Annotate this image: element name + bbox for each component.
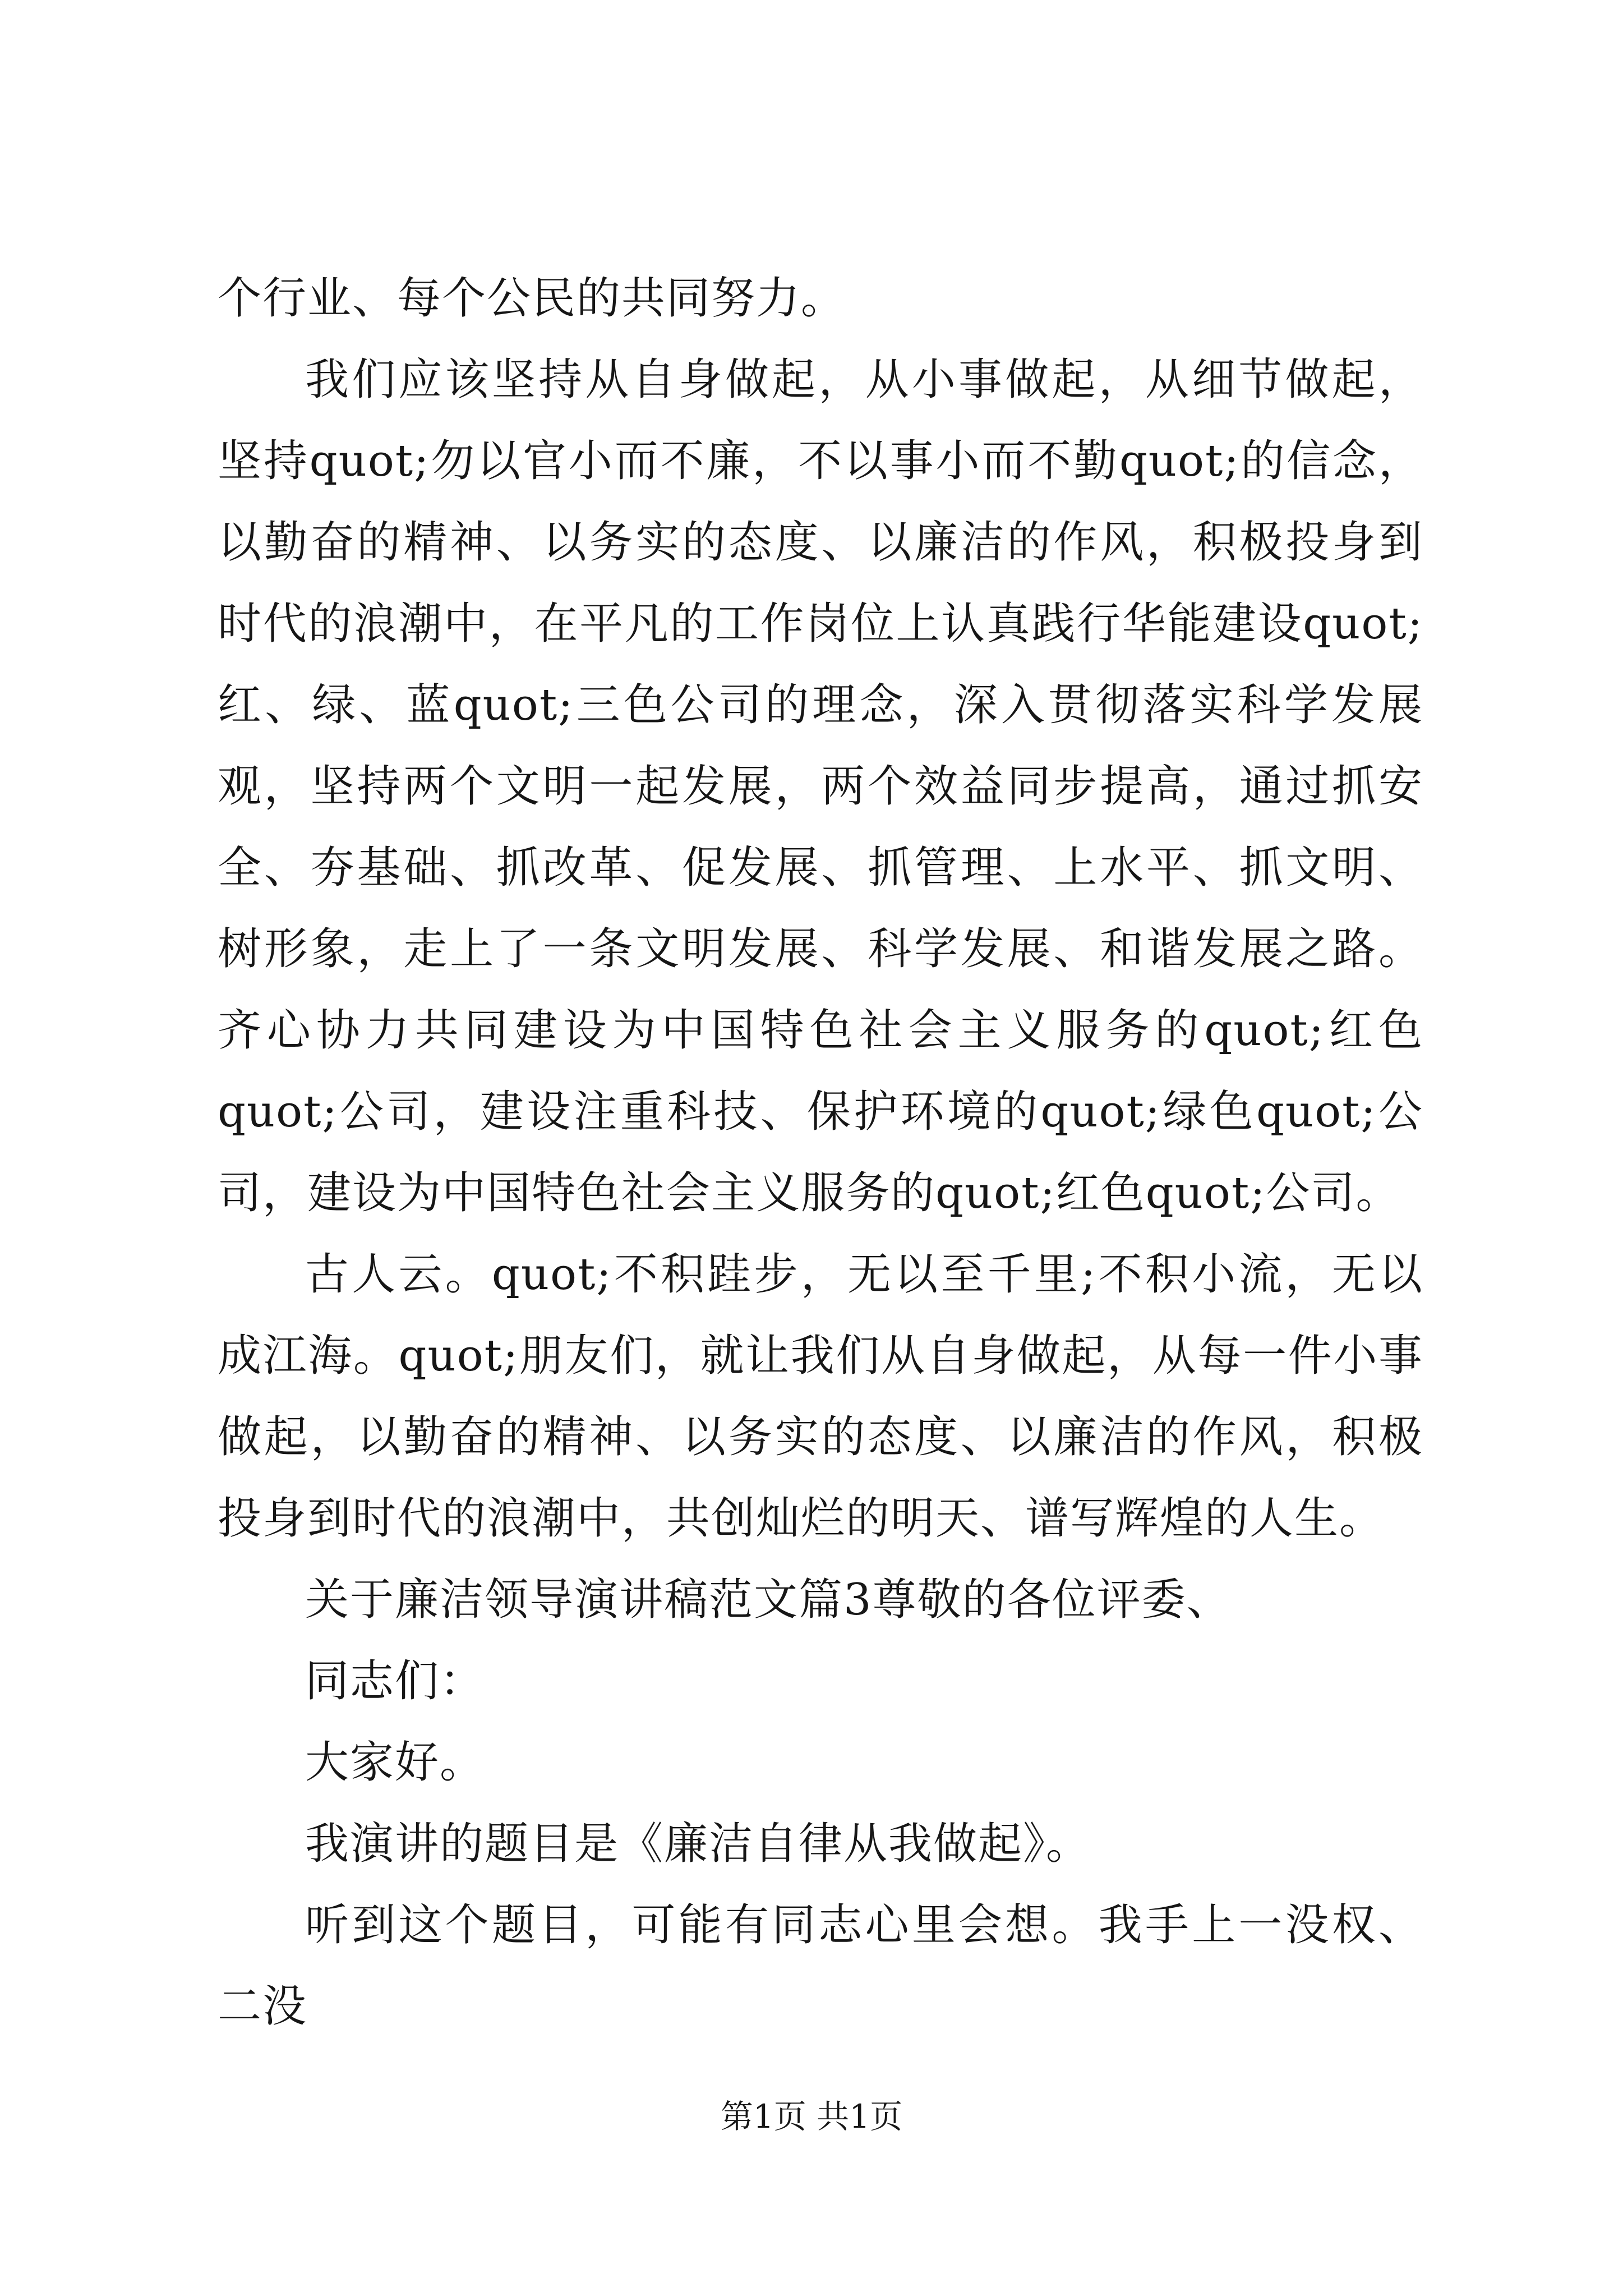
paragraph-8: 听到这个题目，可能有同志心里会想。我手上一没权、二没: [218, 1900, 1423, 2032]
paragraph-3: 古人云。quot;不积跬步，无以至千里;不积小流，无以成江海。quot;朋友们，就让我们从自身做起，从每一件小事做起，以勤奋的精神、以务实的态度、以廉洁的作风，积极投身到时代的浪潮中，共创灿烂的明天、谱写辉煌的人生。: [218, 1249, 1423, 1544]
paragraph-7: 我演讲的题目是《廉洁自律从我做起》。: [305, 1819, 1091, 1869]
paragraph-4: 关于廉洁领导演讲稿范文篇3尊敬的各位评委、: [305, 1575, 1232, 1625]
paragraph-1: 个行业、每个公民的共同努力。: [218, 273, 846, 324]
document-body: [218, 258, 1423, 2047]
paragraph-5: 同志们：: [305, 1656, 485, 1706]
paragraph-6: 大家好。: [305, 1737, 485, 1788]
paragraph-2: 我们应该坚持从自身做起，从小事做起，从细节做起，坚持quot;勿以官小而不廉，不以事小而不勤quot;的信念，以勤奋的精神、以务实的态度、以廉洁的作风，积极投身到时代的浪潮中，在平凡的工作岗位上认真践行华能建设quot;红、绿、蓝quot;三色公司的理念，深入贯彻落实科学发展观，坚持两个文明一起发展，两个效益同步提高，通过抓安全、夯基础、抓改革、促发展、抓管理、上水平、抓文明、树形象，走上了一条文明发展、科学发展、和谐发展之路。齐心协力共同建设为中国特色社会主义服务的quot;红色quot;公司，建设注重科技、保护环境的quot;绿色quot;公司，建设为中国特色社会主义服务的quot;红色quot;公司。: [218, 355, 1423, 1218]
page-footer: 第1页 共1页: [720, 2097, 903, 2136]
